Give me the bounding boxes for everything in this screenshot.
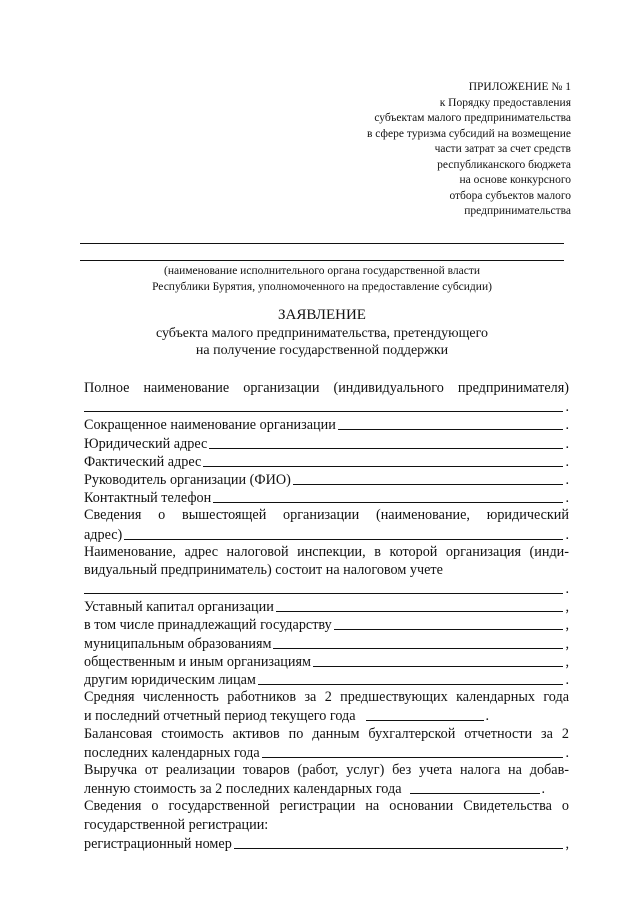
blank-line[interactable] xyxy=(234,835,564,849)
authority-note xyxy=(40,263,604,295)
blank-line[interactable] xyxy=(410,780,540,794)
legal-address-field[interactable]: Юридический адрес . xyxy=(84,435,569,452)
blank-line[interactable] xyxy=(262,744,564,758)
capital-field[interactable]: Уставный капитал организации , xyxy=(84,599,569,616)
state-share-field[interactable]: в том числе принадлежащий государству , xyxy=(84,617,569,634)
authority-note-line: (наименование исполнительного органа государственной власти xyxy=(163,265,481,277)
field-label: в том числе принадлежащий государству xyxy=(84,617,332,634)
field-label: общественным и иным организациям xyxy=(84,653,312,670)
application-form xyxy=(84,379,569,852)
blank-line[interactable] xyxy=(273,635,563,649)
blank-line[interactable] xyxy=(213,489,563,503)
blank-line[interactable] xyxy=(276,598,564,612)
parent-org-field[interactable]: адрес) . xyxy=(84,526,569,543)
blank-line[interactable] xyxy=(313,653,563,667)
full-name-label: Полное наименование организации (индивидуального предпринимателя) xyxy=(84,380,569,396)
blank-line[interactable] xyxy=(366,707,484,721)
legal-entities-share-field[interactable]: другим юридическим лицам . xyxy=(84,672,569,688)
appendix-line: к Порядку предоставления xyxy=(439,96,571,109)
appendix-line: ПРИЛОЖЕНИЕ № 1 xyxy=(468,81,571,93)
assets-label: Балансовая стоимость активов по данным бухгалтерской отчетности за 2 xyxy=(84,725,569,742)
authority-name-line-1 xyxy=(80,243,564,244)
blank-line[interactable] xyxy=(124,526,563,540)
blank-line[interactable] xyxy=(209,435,563,449)
field-label: Уставный капитал организации xyxy=(84,599,274,616)
field-label: Юридический адрес xyxy=(84,435,208,452)
appendix-line: части затрат за счет средств xyxy=(434,143,571,155)
subtitle-line: на получение государственной поддержки xyxy=(195,343,449,358)
tax-office-label: Наименование, адрес налоговой инспекции, в которой организация (инди- xyxy=(84,543,569,560)
field-label: муниципальным образованиям xyxy=(84,635,272,652)
parent-org-label: Сведения о вышестоящей организации (наименование, юридический xyxy=(84,507,569,524)
blank-line[interactable] xyxy=(84,580,563,594)
registration-label-2: государственной регистрации: xyxy=(84,816,269,833)
full-name-field[interactable]: . xyxy=(84,397,569,415)
field-label: Фактический адрес xyxy=(84,453,202,470)
blank-line[interactable] xyxy=(84,398,563,412)
field-label: регистрационный номер xyxy=(84,835,232,852)
appendix-line: предпринимательства xyxy=(464,205,571,217)
field-label: ленную стоимость за 2 последних календарных года xyxy=(84,781,402,798)
field-label: последних календарных года xyxy=(84,744,260,761)
revenue-field[interactable]: ленную стоимость за 2 последних календарных года . xyxy=(84,781,546,798)
reg-number-field[interactable]: регистрационный номер , xyxy=(84,835,569,852)
appendix-line: республиканского бюджета xyxy=(437,158,571,171)
headcount-label: Средняя численность работников за 2 предшествующих календарных года xyxy=(84,689,569,706)
revenue-label: Выручка от реализации товаров (работ, услуг) без учета налога на добав- xyxy=(84,761,569,778)
director-field[interactable]: Руководитель организации (ФИО) . xyxy=(84,471,569,488)
field-label: другим юридическим лицам xyxy=(84,672,256,688)
field-label: Сокращенное наименование организации xyxy=(84,417,336,434)
authority-note-line: Республики Бурятия, уполномоченного на предоставление субсидии) xyxy=(152,281,492,293)
municipal-share-field[interactable]: муниципальным образованиям , xyxy=(84,635,569,652)
blank-line[interactable] xyxy=(293,471,564,485)
public-orgs-share-field[interactable]: общественным и иным организациям , xyxy=(84,653,569,670)
registration-label: Сведения о государственной регистрации на основании Свидетельства о xyxy=(84,798,569,815)
headcount-field[interactable]: и последний отчетный период текущего года . xyxy=(84,708,490,725)
appendix-line: отбора субъектов малого xyxy=(449,189,571,202)
field-label: и последний отчетный период текущего года xyxy=(84,708,356,725)
appendix-line: на основе конкурсного xyxy=(459,174,571,186)
blank-line[interactable] xyxy=(334,616,564,630)
tax-office-label-2: видуальный предприниматель) состоит на налоговом учете xyxy=(84,561,443,578)
phone-field[interactable]: Контактный телефон . xyxy=(84,490,569,507)
document-subtitle xyxy=(40,325,604,359)
authority-name-line-2 xyxy=(80,260,564,261)
field-label: Руководитель организации (ФИО) xyxy=(84,471,291,488)
blank-line[interactable] xyxy=(203,453,563,467)
assets-field[interactable]: последних календарных года . xyxy=(84,744,569,761)
document-title: ЗАЯВЛЕНИЕ xyxy=(278,307,366,323)
tax-office-field[interactable]: . xyxy=(84,579,569,597)
short-name-field[interactable]: Сокращенное наименование организации . xyxy=(84,417,569,434)
blank-line[interactable] xyxy=(338,416,564,430)
field-label: Контактный телефон xyxy=(84,490,212,507)
appendix-line: в сфере туризма субсидий на возмещение xyxy=(367,127,571,140)
field-label: адрес) xyxy=(84,526,123,543)
blank-line[interactable] xyxy=(258,671,564,685)
appendix-header xyxy=(367,80,571,220)
appendix-line: субъектам малого предпринимательства xyxy=(374,112,571,124)
subtitle-line: субъекта малого предпринимательства, претендующего xyxy=(155,326,489,341)
actual-address-field[interactable]: Фактический адрес . xyxy=(84,453,569,470)
